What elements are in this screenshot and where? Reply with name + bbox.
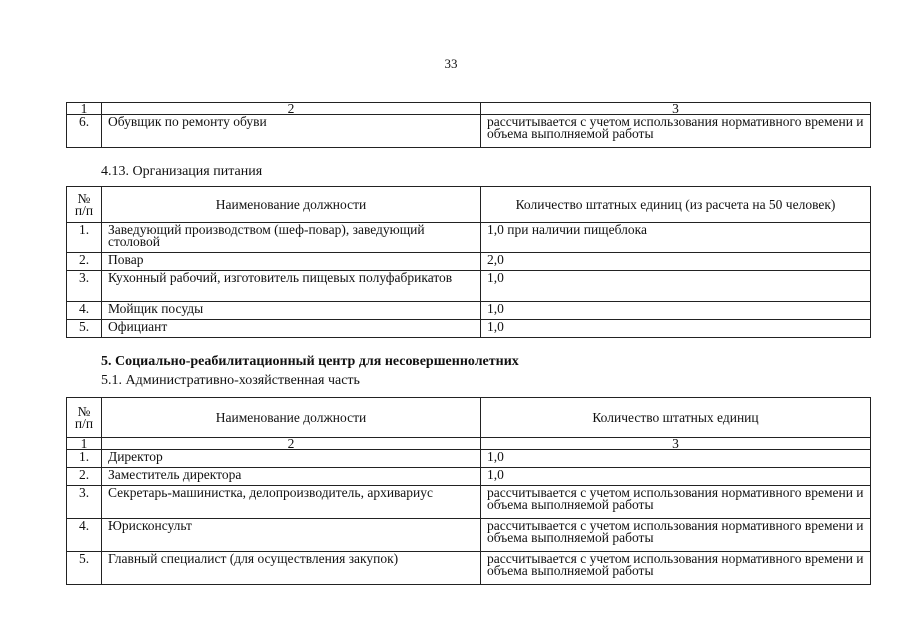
column-numbers-row [67, 438, 871, 450]
table-header-row [67, 398, 871, 438]
table-row [67, 552, 871, 585]
header-position: Наименование должности [102, 187, 481, 223]
table-row [67, 468, 871, 486]
position-name: Заместитель директора [102, 468, 481, 486]
table-administrative [66, 397, 871, 585]
position-name: Мойщик посуды [102, 302, 481, 320]
table-row [67, 223, 871, 253]
header-position: Наименование должности [102, 398, 481, 438]
staff-count: рассчитывается с учетом использования нормативного времени и объема выполняемой работы [481, 486, 871, 519]
position-name: Юрисконсульт [102, 519, 481, 552]
table-row [67, 253, 871, 271]
header-number: № п/п [67, 187, 102, 223]
row-number: 4. [67, 519, 102, 552]
row-number: 3. [67, 486, 102, 519]
position-name: Кухонный рабочий, изготовитель пищевых полуфабрикатов [102, 271, 481, 302]
row-number: 5. [67, 552, 102, 585]
table-continuation [66, 102, 871, 148]
header-number: № п/п [67, 398, 102, 438]
staff-count: рассчитывается с учетом использования нормативного времени и объема выполняемой работы [481, 519, 871, 552]
row-number: 5. [67, 320, 102, 338]
header-count: Количество штатных единиц (из расчета на 50 человек) [481, 187, 871, 223]
position-name: Официант [102, 320, 481, 338]
staff-count: рассчитывается с учетом использования нормативного времени и объема выполняемой работы [481, 552, 871, 585]
position-name: Директор [102, 450, 481, 468]
column-number: 3 [481, 438, 871, 450]
section-heading-5-1: 5.1. Административно-хозяйственная часть [101, 373, 360, 388]
table-row [67, 271, 871, 302]
staff-count: 1,0 при наличии пищеблока [481, 223, 871, 253]
row-number: 6. [67, 115, 102, 148]
staff-count: 1,0 [481, 271, 871, 302]
row-number: 3. [67, 271, 102, 302]
staff-count: 1,0 [481, 450, 871, 468]
table-row [67, 320, 871, 338]
position-name: Повар [102, 253, 481, 271]
staff-count: 1,0 [481, 320, 871, 338]
staff-count: 1,0 [481, 468, 871, 486]
page-number: 33 [444, 56, 458, 71]
section-heading-4-13: 4.13. Организация питания [101, 164, 263, 179]
row-number: 4. [67, 302, 102, 320]
row-number: 2. [67, 253, 102, 271]
section-heading-5: 5. Социально-реабилитационный центр для несовершеннолетних [101, 354, 519, 369]
position-name: Главный специалист (для осуществления закупок) [102, 552, 481, 585]
column-numbers-row [67, 103, 871, 115]
position-name: Секретарь-машинистка, делопроизводитель, архивариус [102, 486, 481, 519]
staff-count: рассчитывается с учетом использования нормативного времени и объема выполняемой работы [481, 115, 871, 148]
staff-count: 1,0 [481, 302, 871, 320]
table-catering [66, 186, 871, 338]
table-header-row [67, 187, 871, 223]
column-number: 2 [102, 438, 481, 450]
header-count: Количество штатных единиц [481, 398, 871, 438]
staff-count: 2,0 [481, 253, 871, 271]
table-row [67, 115, 871, 148]
table-row [67, 302, 871, 320]
column-number: 3 [481, 103, 871, 115]
position-name: Обувщик по ремонту обуви [102, 115, 481, 148]
column-number: 1 [67, 103, 102, 115]
column-number: 1 [67, 438, 102, 450]
table-row [67, 519, 871, 552]
row-number: 1. [67, 223, 102, 253]
row-number: 1. [67, 450, 102, 468]
row-number: 2. [67, 468, 102, 486]
table-row [67, 450, 871, 468]
column-number: 2 [102, 103, 481, 115]
table-row [67, 486, 871, 519]
position-name: Заведующий производством (шеф-повар), заведующий столовой [102, 223, 481, 253]
